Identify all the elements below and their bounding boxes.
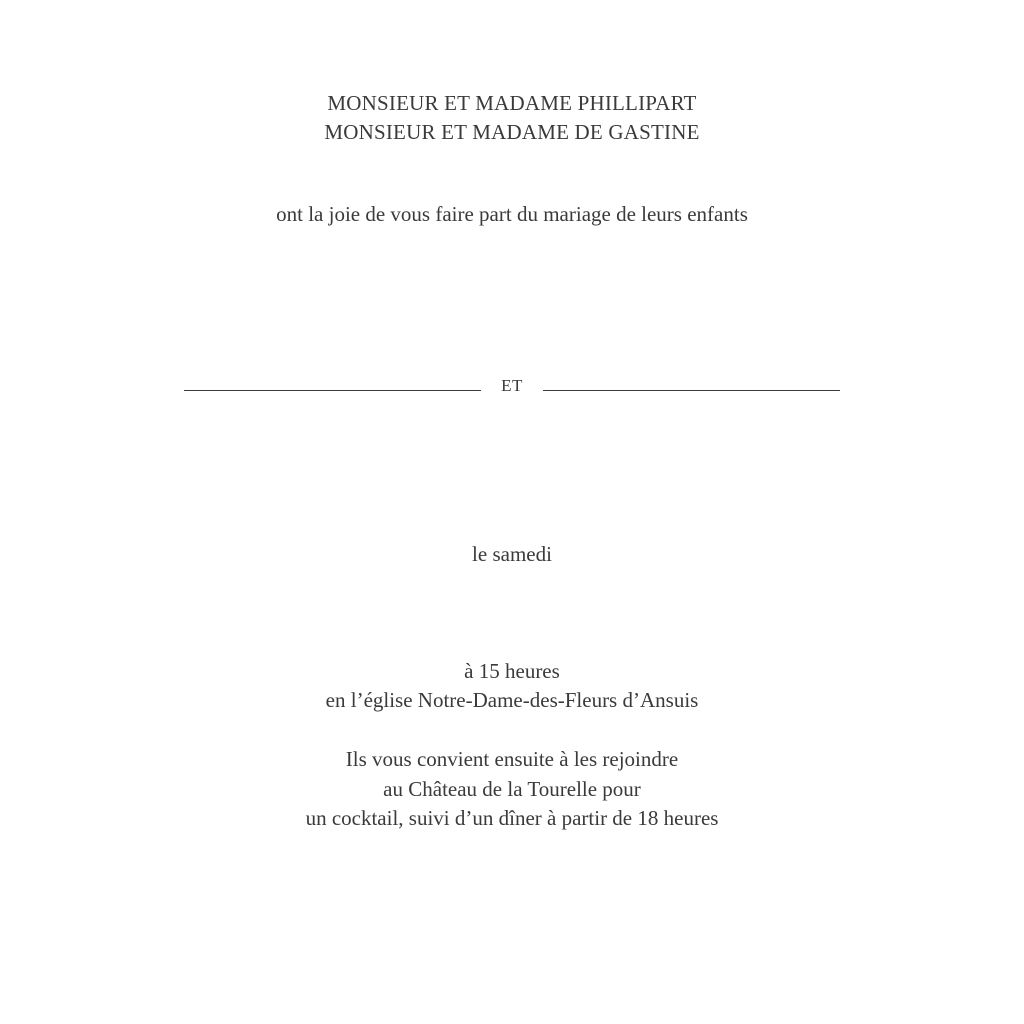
venue-line: en l’église Notre-Dame-des-Fleurs d’Ansuis xyxy=(325,688,699,712)
couple-names-row xyxy=(0,372,1024,402)
host-line-2: MONSIEUR ET MADAME DE GASTINE xyxy=(324,120,700,144)
announcement-text: ont la joie de vous faire part du mariage de leurs enfants xyxy=(276,202,748,226)
reception-line-3: un cocktail, suivi d’un dîner à partir de 18 heures xyxy=(305,806,719,830)
date-line: le samedi xyxy=(472,542,552,566)
first-name-blank-line xyxy=(184,390,481,391)
reception-line-1: Ils vous convient ensuite à les rejoindre xyxy=(345,747,679,771)
time-line: à 15 heures xyxy=(464,659,560,683)
host-line-1: MONSIEUR ET MADAME PHILLIPART xyxy=(327,91,697,115)
second-name-blank-line xyxy=(543,390,840,391)
reception-line-2: au Château de la Tourelle pour xyxy=(383,777,641,801)
conjunction-text: ET xyxy=(501,376,523,395)
